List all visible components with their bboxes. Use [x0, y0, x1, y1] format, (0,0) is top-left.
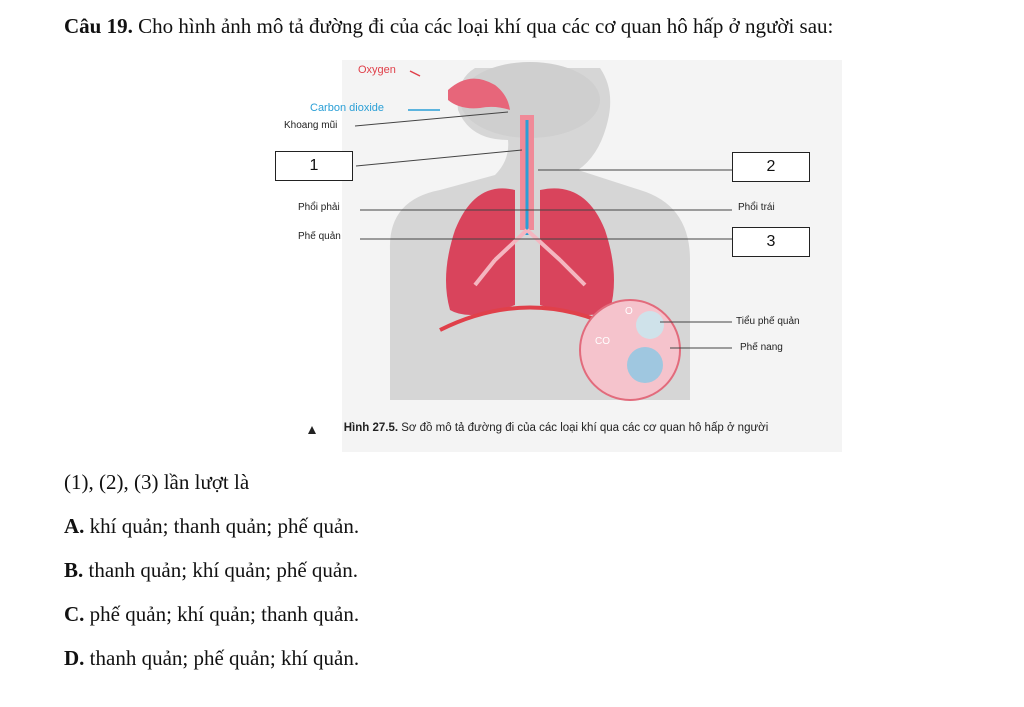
box-3: 3: [732, 227, 810, 257]
alveolus-bottom: [627, 347, 663, 383]
label-phoi-phai: Phổi phải: [298, 202, 340, 213]
option-c-letter: C.: [64, 602, 85, 626]
label-tieu-phe-quan: Tiểu phế quản: [736, 316, 800, 327]
question-text: Cho hình ảnh mô tả đường đi của các loại khí qua các cơ quan hô hấp ở người sau:: [132, 14, 834, 38]
question-heading: [64, 14, 833, 39]
caption-text: Sơ đồ mô tả đường đi của các loại khí qua các cơ quan hô hấp ở người: [398, 422, 769, 434]
option-c-text: phế quản; khí quản; thanh quản.: [84, 602, 360, 626]
box-1: 1: [275, 151, 353, 181]
option-c: [64, 602, 359, 627]
option-d: [64, 646, 359, 671]
label-o2: O: [625, 306, 633, 317]
respiratory-diagram: [270, 60, 842, 452]
label-khoang-mui: Khoang mũi: [284, 120, 338, 131]
caption-number: Hình 27.5.: [343, 422, 399, 434]
option-b-text: thanh quản; khí quản; phế quản.: [83, 558, 358, 582]
alveolus-top: [636, 311, 664, 339]
label-phoi-trai: Phổi trái: [738, 202, 775, 213]
option-a: [64, 514, 359, 539]
box-2: 2: [732, 152, 810, 182]
label-oxygen: Oxygen: [358, 64, 396, 76]
option-a-letter: A.: [64, 514, 85, 538]
label-carbon-dioxide: Carbon dioxide: [310, 102, 384, 114]
figure-caption: [270, 422, 842, 434]
answer-prompt: (1), (2), (3) lần lượt là: [64, 470, 250, 494]
option-d-text: thanh quản; phế quản; khí quản.: [84, 646, 360, 670]
question-number: Câu 19.: [64, 14, 133, 38]
option-b-letter: B.: [64, 558, 84, 582]
option-a-text: khí quản; thanh quản; phế quản.: [84, 514, 360, 538]
option-b: [64, 558, 358, 583]
option-d-letter: D.: [64, 646, 85, 670]
label-phe-nang: Phế nang: [740, 342, 783, 353]
label-co2: CO: [595, 336, 610, 347]
label-phe-quan: Phế quản: [298, 231, 341, 242]
